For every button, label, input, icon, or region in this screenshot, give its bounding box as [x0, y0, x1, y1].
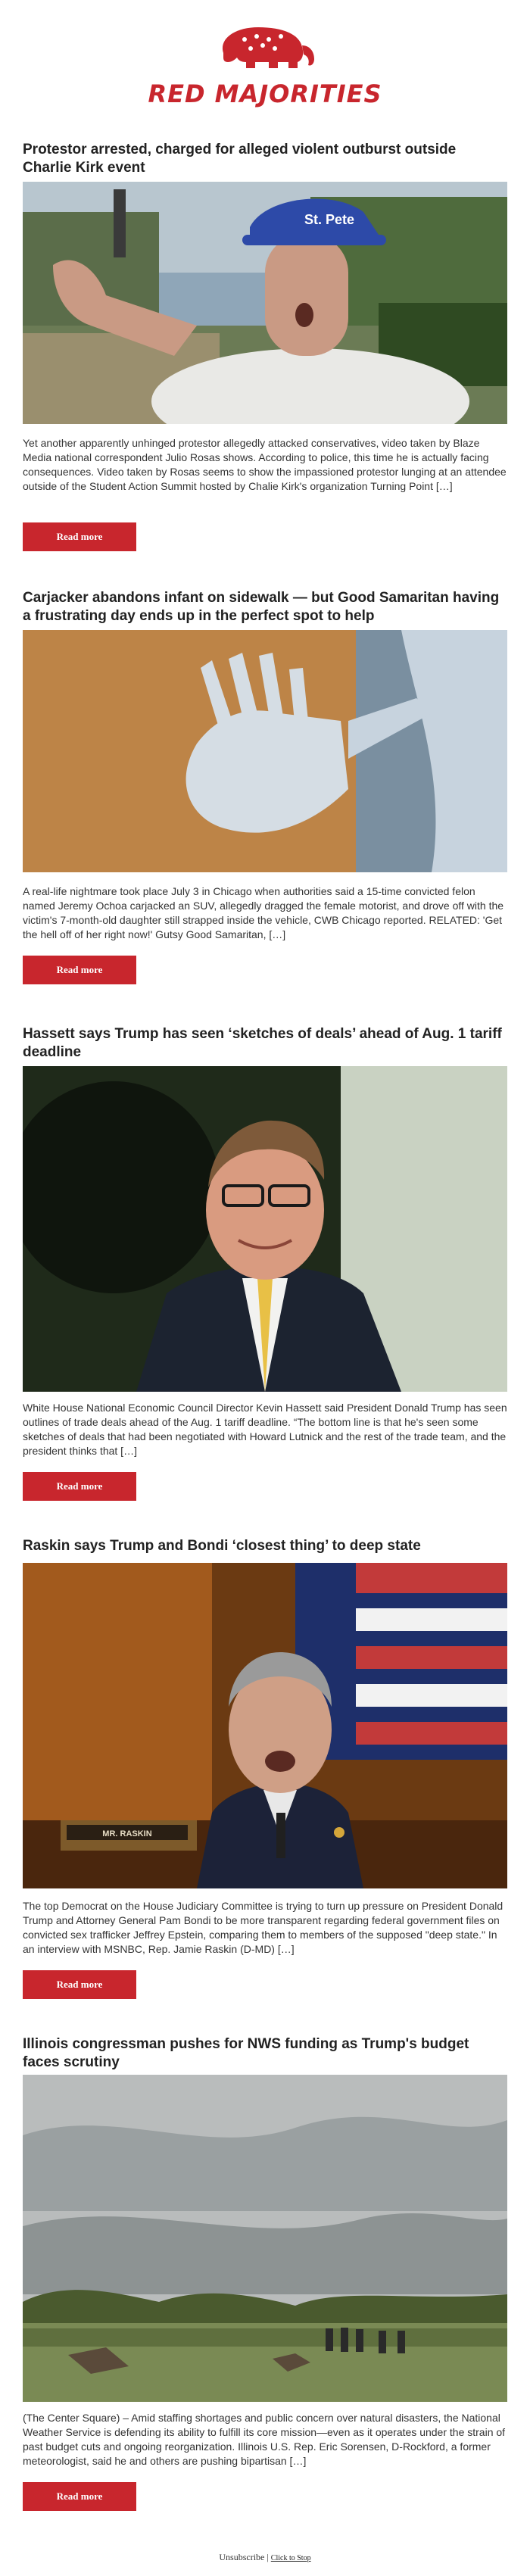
unsubscribe-label: Unsubscribe	[219, 2552, 265, 2562]
read-more-button[interactable]: Read more	[23, 956, 136, 984]
article-card	[23, 2035, 507, 2520]
article-title[interactable]: Carjacker abandons infant on sidewalk — but Good Samaritan having a frustrating day ends up in the perfect spot to help	[23, 590, 500, 624]
email-footer	[0, 2552, 530, 2563]
article-excerpt: Yet another apparently unhinged protestor allegedly attacked conservatives, video taken by Blaze Media national correspondent Julio Rosas shows. According to police, this time he is actually facing consequences. Video taken by Rosas seems to show the impassioned protestor lunging at an attendee outside of the Student Action Summit hosted by Chalie Kirk's organization Turning Point […]	[23, 437, 507, 492]
read-more-button[interactable]: Read more	[23, 1970, 136, 1999]
unsubscribe-link[interactable]: Click to Stop	[270, 2554, 311, 2562]
article-title[interactable]: Illinois congressman pushes for NWS funding as Trump's budget faces scrutiny	[23, 2036, 469, 2070]
article-image[interactable]	[23, 2075, 507, 2402]
footer-separator: |	[267, 2552, 271, 2562]
article-title[interactable]: Raskin says Trump and Bondi ‘closest thing’ to deep state	[23, 1538, 421, 1554]
article-title[interactable]: Hassett says Trump has seen ‘sketches of deals’ ahead of Aug. 1 tariff deadline	[23, 1026, 502, 1060]
read-more-button[interactable]: Read more	[23, 2482, 136, 2511]
article-image[interactable]	[23, 1066, 507, 1392]
email-header	[0, 0, 530, 133]
brand-wordmark: RED MAJORITIES	[148, 80, 382, 108]
read-more-button[interactable]: Read more	[23, 1472, 136, 1501]
article-excerpt: White House National Economic Council Director Kevin Hassett said President Donald Trump has seen outlines of trade deals ahead of the Aug. 1 tariff deadline. “The bottom line is that he's seen some sketches of deals that had been negotiated with Howard Lutnick and the rest of the trade team, and the president thinks that […]	[23, 1402, 507, 1457]
article-image[interactable]	[23, 182, 507, 424]
article-card	[23, 589, 507, 1013]
article-image[interactable]	[23, 1563, 507, 1888]
article-excerpt: A real-life nightmare took place July 3 in Chicago when authorities said a 15-time convicted felon named Jeremy Ochoa carjacked an SUV, allegedly dragged the female motorist, and drove off with the victim's 7-month-old daughter still strapped inside the vehicle, CWB Chicago reported. RELATED: 'Get the hell off of her right now!' Gutsy Good Samaritan, […]	[23, 885, 504, 940]
article-excerpt: The top Democrat on the House Judiciary Committee is trying to turn up pressure on President Donald Trump and Attorney General Pam Bondi to be more transparent regarding federal government files on convicted sex trafficker Jeffrey Epstein, comparing them to members of the supposed "deep state." In an interview with MSNBC, Rep. Jamie Raskin (D-MD) […]	[23, 1900, 504, 1955]
brand-logo[interactable]	[0, 23, 530, 108]
article-title[interactable]: Protestor arrested, charged for alleged violent outburst outside Charlie Kirk event	[23, 142, 457, 176]
article-card	[23, 141, 507, 565]
article-card	[23, 1025, 507, 1510]
elephant-logo-icon	[208, 23, 322, 70]
cap-logo-text: St. Pete	[304, 212, 355, 227]
read-more-button[interactable]: Read more	[23, 522, 136, 551]
nameplate-text: MR. RASKIN	[102, 1829, 152, 1838]
article-excerpt: (The Center Square) – Amid staffing shortages and public concern over natural disasters, the National Weather Service is defending its ability to fulfill its core mission—even as it operates under the strain of past budget cuts and ongoing reorganization. Illinois U.S. Rep. Eric Sorensen, D-Rockford, a former meteorologist, said he and others are pushing bipartisan […]	[23, 2412, 506, 2467]
article-card	[23, 1537, 507, 2007]
article-image[interactable]	[23, 630, 507, 872]
